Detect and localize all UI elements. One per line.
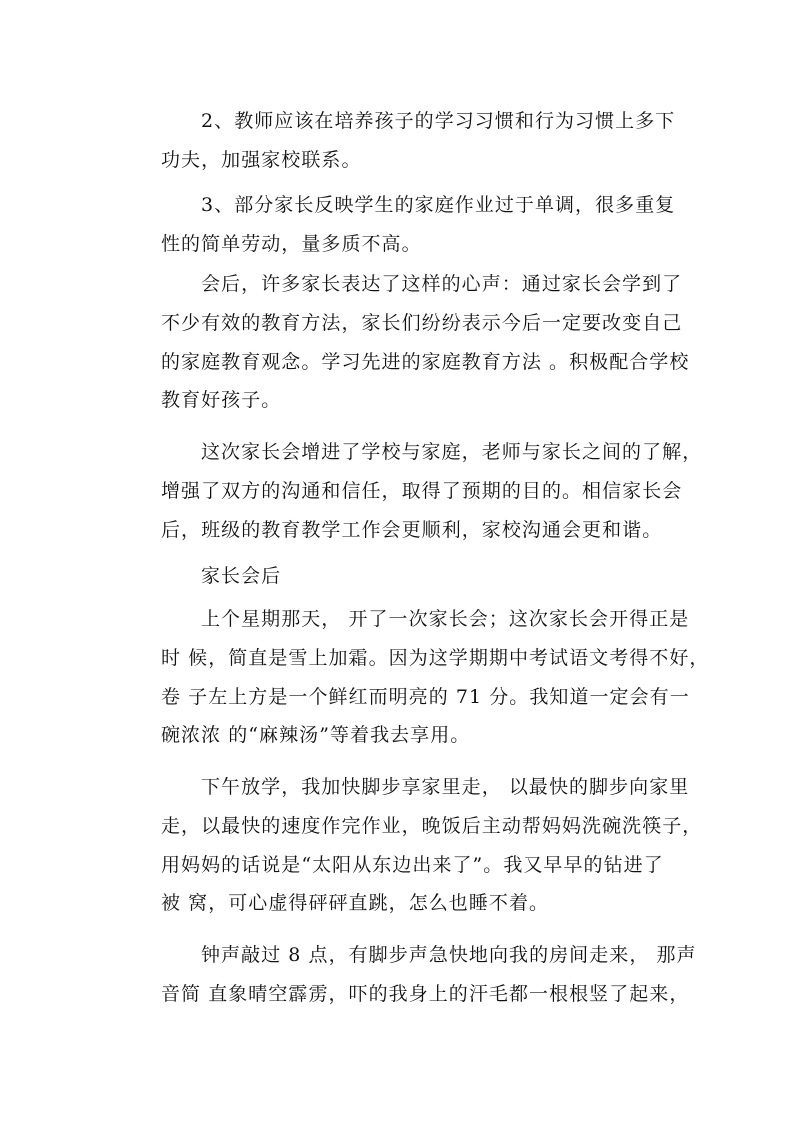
paragraph-line: 被 窝，可心虚得砰砰直跳，怎么也睡不着。	[161, 892, 550, 915]
paragraph-7	[121, 768, 703, 923]
paragraph-3	[121, 265, 690, 420]
paragraph-line: 下午放学，我加快脚步享家里走， 以最快的脚步向家里	[201, 776, 690, 798]
paragraph-5-heading	[121, 557, 681, 596]
paragraph-line: 会后，许多家长表达了这样的心声：通过家长会学到了	[201, 273, 683, 295]
paragraph-8	[121, 936, 697, 1014]
paragraph-line: 上个星期那天， 开了一次家长会；这次家长会开得正是	[201, 608, 690, 630]
paragraph-line: 钟声敲过 8 点，有脚步声急快地向我的房间走来， 那声	[201, 944, 697, 966]
paragraph-line: 3、部分家长反映学生的家庭作业过于单调，很多重复	[201, 194, 676, 216]
paragraph-line: 用妈妈的话说是“太阳从东边出来了”。我又早早的钻进了	[161, 853, 664, 876]
paragraph-2	[121, 186, 681, 264]
paragraph-line: 音简 直象晴空霹雳，吓的我身上的汗毛都一根根竖了起来，	[161, 982, 690, 1005]
paragraph-line: 2、教师应该在培养孩子的学习习惯和行为习惯上多下	[201, 110, 676, 132]
section-heading: 家长会后	[201, 565, 282, 587]
paragraph-line: 功夫，加强家校联系。	[161, 148, 362, 171]
paragraph-line: 增强了双方的沟通和信任，取得了预期的目的。相信家长会	[161, 479, 683, 502]
paragraph-line: 教育好孩子。	[161, 389, 282, 412]
paragraph-line: 不少有效的教育方法，家长们纷纷表示今后一定要改变自己	[161, 311, 683, 334]
paragraph-6	[121, 600, 710, 755]
paragraph-line: 走，以最快的速度作完作业，晚饭后主动帮妈妈洗碗洗筷子，	[161, 814, 703, 837]
paragraph-1	[121, 102, 681, 180]
paragraph-line: 后，班级的教育教学工作会更顺利，家校沟通会更和谐。	[161, 518, 663, 541]
paragraph-line: 性的简单劳动，量多质不高。	[161, 232, 422, 255]
paragraph-4	[121, 433, 703, 549]
paragraph-line: 碗浓浓 的“麻辣汤”等着我去享用。	[161, 724, 471, 747]
paragraph-line: 卷 子左上方是一个鲜红而明亮的 71 分。我知道一定会有一	[161, 685, 690, 708]
paragraph-line: 这次家长会增进了学校与家庭，老师与家长之间的了解，	[201, 441, 703, 463]
paragraph-line: 时 候，简直是雪上加霜。因为这学期期中考试语文考得不好，	[161, 646, 710, 669]
paragraph-line: 的家庭教育观念。学习先进的家庭教育方法 。积极配合学校	[161, 350, 690, 373]
